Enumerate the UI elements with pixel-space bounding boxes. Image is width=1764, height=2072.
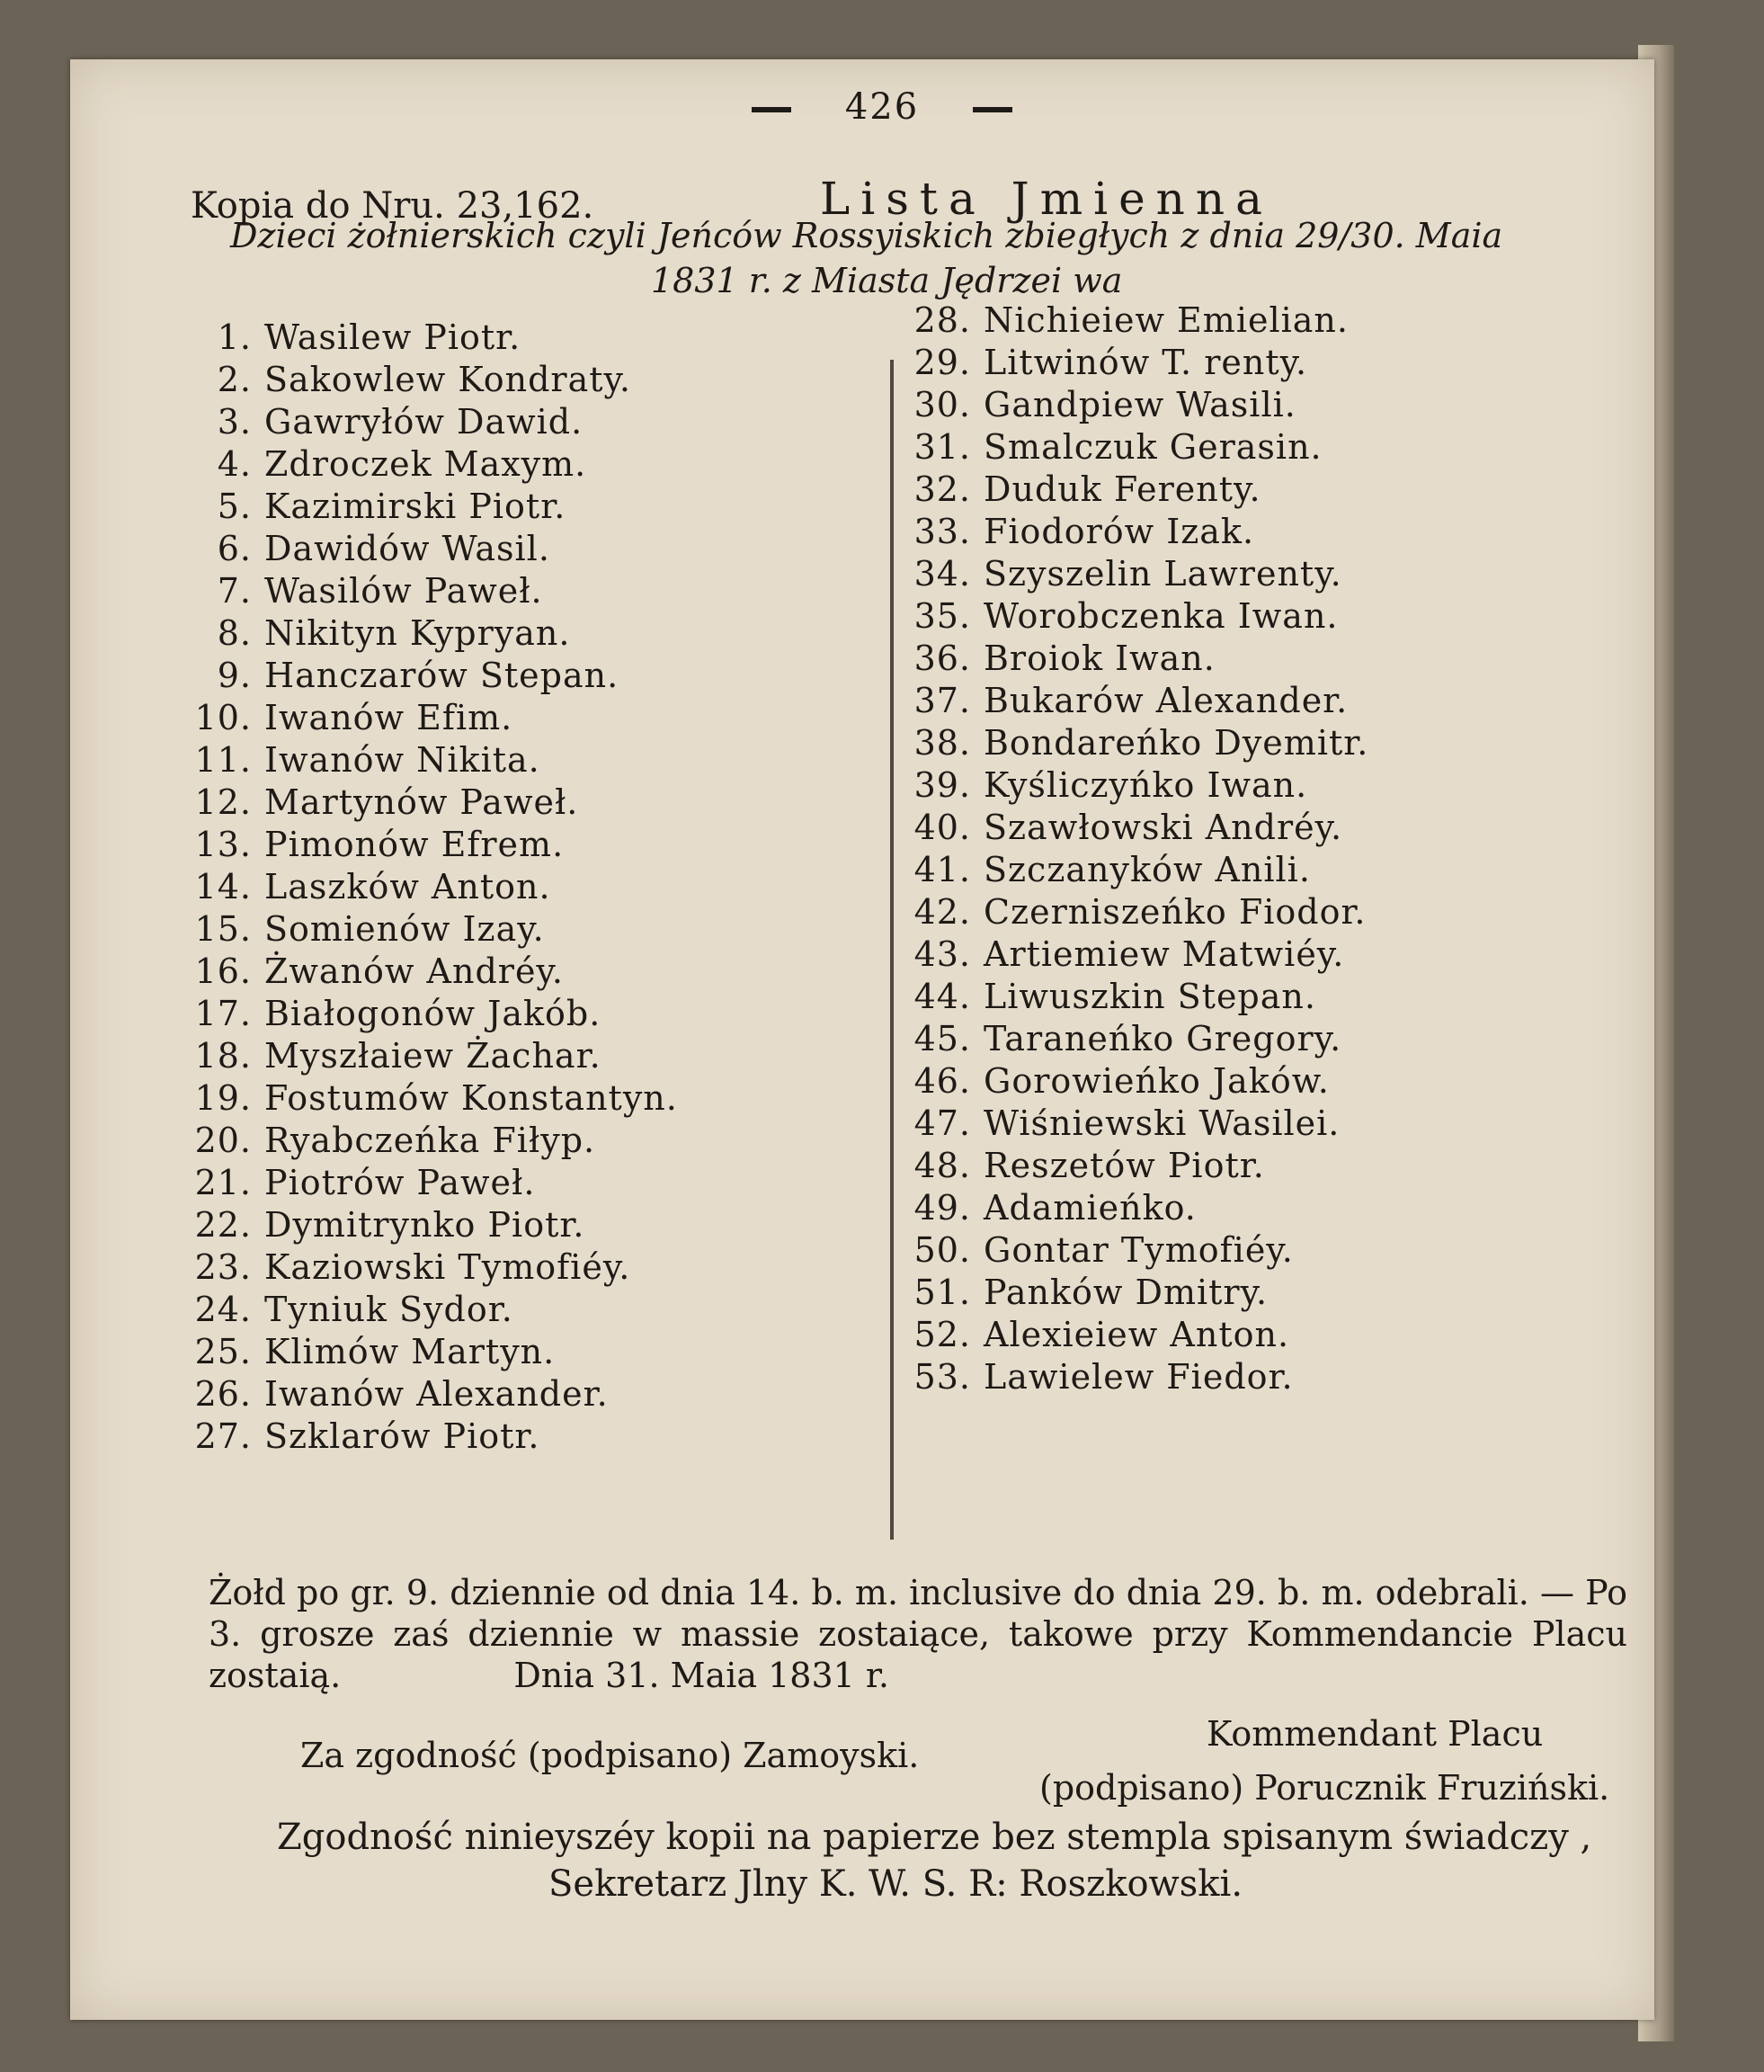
list-item-name: Szczanyków Anili. <box>984 850 1311 889</box>
list-item-number: 45. <box>913 1019 971 1058</box>
list-item-name: Reszetów Piotr. <box>984 1146 1265 1185</box>
list-item <box>180 1289 678 1331</box>
list-item-name: Piotrów Paweł. <box>264 1163 536 1202</box>
list-item-name: Gandpiew Wasili. <box>984 385 1296 424</box>
list-item-number: 3. <box>217 402 252 442</box>
list-item-number: 41. <box>913 850 971 889</box>
list-item-number: 17. <box>194 994 252 1033</box>
list-item-number: 18. <box>194 1036 252 1076</box>
list-item <box>180 1120 678 1162</box>
list-item-number: 20. <box>194 1121 252 1160</box>
list-item <box>180 612 678 655</box>
list-title: Lista Jmienna <box>820 173 1273 225</box>
list-item-name: Broiok Iwan. <box>984 639 1216 678</box>
list-item-number: 40. <box>913 808 971 847</box>
list-item <box>180 401 678 443</box>
list-item-number: 15. <box>194 909 252 949</box>
list-item-name: Szklarów Piotr. <box>264 1416 540 1456</box>
commandant-title: Kommendant Placu <box>1207 1714 1544 1754</box>
list-item <box>180 951 678 993</box>
list-item-name: Wasilew Piotr. <box>264 317 521 357</box>
list-item <box>899 891 1368 933</box>
list-item-name: Adamieńko. <box>984 1188 1197 1228</box>
list-item-number: 8. <box>217 613 252 653</box>
list-item-name: Smalczuk Gerasin. <box>984 427 1323 467</box>
list-item <box>180 908 678 951</box>
list-item <box>899 1314 1368 1356</box>
list-item <box>899 1103 1368 1145</box>
list-item-name: Worobczenka Iwan. <box>984 596 1339 636</box>
list-item <box>899 1145 1368 1187</box>
list-item-name: Iwanów Alexander. <box>264 1374 609 1414</box>
list-item-name: Nikityn Kypryan. <box>264 613 571 653</box>
list-item <box>899 680 1368 722</box>
list-item-number: 30. <box>913 385 971 424</box>
list-item-number: 31. <box>913 427 971 467</box>
list-item <box>899 1018 1368 1060</box>
list-item-name: Duduk Ferenty. <box>984 469 1261 509</box>
list-item-name: Gawryłów Dawid. <box>264 402 584 442</box>
list-item <box>899 1356 1368 1398</box>
list-item-number: 21. <box>194 1163 252 1202</box>
list-item-number: 6. <box>217 529 252 568</box>
dash-right <box>973 107 1012 112</box>
list-item <box>899 764 1368 807</box>
list-item-name: Kazimirski Piotr. <box>264 487 566 526</box>
list-item <box>899 469 1368 511</box>
list-item <box>180 781 678 824</box>
lieutenant-signature: (podpisano) Porucznik Fruziński. <box>1039 1768 1610 1808</box>
list-item <box>180 1331 678 1373</box>
list-item-number: 34. <box>913 554 971 594</box>
list-item-name: Gorowieńko Jaków. <box>984 1061 1330 1101</box>
list-item-name: Artiemiew Matwiéy. <box>984 934 1345 974</box>
column-divider <box>890 360 894 1540</box>
list-item-name: Dawidów Wasil. <box>264 529 550 568</box>
kopia-reference: Kopia do Nru. 23,162. <box>191 185 594 227</box>
subtitle-line-1: Dzieci żołnierskich czyli Jeńców Rossyiskich zbiegłych z dnia 29/30. Maia <box>230 216 1503 255</box>
list-item-name: Bondareńko Dyemitr. <box>984 723 1369 763</box>
list-item <box>180 1077 678 1120</box>
secretary-signature: Sekretarz Jlny K. W. S. R: Roszkowski. <box>548 1863 1243 1905</box>
list-item-number: 32. <box>913 469 971 509</box>
list-item-number: 38. <box>913 723 971 763</box>
list-item <box>899 933 1368 976</box>
list-item-name: Tyniuk Sydor. <box>264 1290 513 1329</box>
list-item-number: 11. <box>194 740 252 780</box>
list-item-number: 9. <box>217 656 252 695</box>
list-item <box>180 528 678 570</box>
list-item-number: 7. <box>217 571 252 611</box>
list-item <box>899 1060 1368 1103</box>
list-item <box>180 317 678 359</box>
list-item-name: Litwinów T. renty. <box>984 343 1308 382</box>
list-item-number: 52. <box>913 1315 971 1354</box>
list-item <box>180 570 678 612</box>
list-item-name: Wiśniewski Wasilei. <box>984 1103 1341 1143</box>
list-item-name: Szawłowski Andréy. <box>984 808 1343 847</box>
list-item-name: Czerniszeńko Fiodor. <box>984 892 1367 932</box>
list-item-name: Wasilów Paweł. <box>264 571 543 611</box>
list-item-number: 48. <box>913 1146 971 1185</box>
list-item <box>180 359 678 401</box>
list-item <box>180 1416 678 1458</box>
list-item-number: 42. <box>913 892 971 932</box>
list-item-name: Klimów Martyn. <box>264 1332 556 1371</box>
list-item-number: 33. <box>913 512 971 551</box>
list-item <box>180 443 678 486</box>
list-item-name: Żwanów Andréy. <box>264 951 564 991</box>
list-item <box>899 342 1368 384</box>
list-item <box>180 1246 678 1289</box>
list-item <box>180 697 678 739</box>
list-item-name: Lawielew Fiedor. <box>984 1357 1294 1397</box>
list-item-number: 51. <box>913 1273 971 1312</box>
list-item-number: 44. <box>913 977 971 1016</box>
list-item-number: 26. <box>194 1374 252 1414</box>
list-item-number: 5. <box>217 487 252 526</box>
list-item-number: 46. <box>913 1061 971 1101</box>
names-list-left <box>180 317 678 1458</box>
page-number-text: 426 <box>844 86 920 128</box>
list-item <box>180 486 678 528</box>
list-item-number: 1. <box>217 317 252 357</box>
list-item-name: Bukarów Alexander. <box>984 681 1349 720</box>
list-item-name: Liwuszkin Stepan. <box>984 977 1316 1016</box>
list-item-number: 12. <box>194 782 252 822</box>
list-item-number: 2. <box>217 360 252 399</box>
list-item-name: Myszłaiew Żachar. <box>264 1036 601 1076</box>
list-item <box>899 807 1368 849</box>
list-item-name: Martynów Paweł. <box>264 782 579 822</box>
list-item <box>899 1229 1368 1272</box>
list-item-number: 35. <box>913 596 971 636</box>
list-item <box>899 553 1368 595</box>
list-item-number: 28. <box>913 300 971 340</box>
list-item-name: Taraneńko Gregory. <box>984 1019 1342 1058</box>
list-item-number: 27. <box>194 1416 252 1456</box>
list-item <box>180 1162 678 1204</box>
list-item-name: Somienów Izay. <box>264 909 545 949</box>
list-item-number: 4. <box>217 444 252 484</box>
list-item <box>899 976 1368 1018</box>
pay-note-text: Żołd po gr. 9. dziennie od dnia 14. b. m. inclusive do dnia 29. b. m. odebrali. — Po 3. grosze zaś dziennie w massie zostaiące, takowe przy Kommendancie Placu zostaią. <box>209 1573 1627 1695</box>
list-item-name: Zdroczek Maxym. <box>264 444 587 484</box>
list-item <box>180 993 678 1035</box>
list-item-name: Kyśliczyńko Iwan. <box>984 765 1308 805</box>
list-item <box>180 1204 678 1246</box>
conformity-signature: Za zgodność (podpisano) Zamoyski. <box>300 1736 920 1775</box>
list-item <box>899 1187 1368 1229</box>
list-item-name: Sakowlew Kondraty. <box>264 360 632 399</box>
list-item-number: 49. <box>913 1188 971 1228</box>
list-item-name: Pimonów Efrem. <box>264 825 565 864</box>
list-item-name: Iwanów Nikita. <box>264 740 540 780</box>
subtitle-line-2: 1831 r. z Miasta Jędrzei wa <box>651 261 1123 300</box>
list-item <box>180 824 678 866</box>
list-item-name: Fiodorów Izak. <box>984 512 1255 551</box>
list-item-number: 19. <box>194 1078 252 1118</box>
list-item-number: 13. <box>194 825 252 864</box>
list-item <box>899 722 1368 764</box>
list-item-number: 50. <box>913 1230 971 1270</box>
list-item-name: Nichieiew Emielian. <box>984 300 1349 340</box>
list-item-number: 47. <box>913 1103 971 1143</box>
list-item <box>180 1035 678 1077</box>
list-item-name: Iwanów Efim. <box>264 698 513 737</box>
list-item-number: 16. <box>194 951 252 991</box>
list-item-number: 37. <box>913 681 971 720</box>
list-item-name: Białogonów Jakób. <box>264 994 601 1033</box>
list-item <box>180 1373 678 1416</box>
dash-left <box>752 107 791 112</box>
list-item <box>180 655 678 697</box>
list-item-name: Panków Dmitry. <box>984 1273 1269 1312</box>
list-item-number: 24. <box>194 1290 252 1329</box>
list-item <box>899 638 1368 680</box>
list-item <box>899 426 1368 469</box>
list-item-number: 10. <box>194 698 252 737</box>
list-item-name: Fostumów Konstantyn. <box>264 1078 678 1118</box>
list-item-number: 29. <box>913 343 971 382</box>
pay-note-paragraph <box>209 1572 1627 1696</box>
list-item-number: 14. <box>194 867 252 906</box>
list-item <box>899 595 1368 638</box>
list-item <box>899 1272 1368 1314</box>
list-item-name: Kaziowski Tymofiéy. <box>264 1247 631 1287</box>
list-item <box>180 739 678 781</box>
list-item-name: Gontar Tymofiéy. <box>984 1230 1294 1270</box>
list-item-number: 25. <box>194 1332 252 1371</box>
list-item <box>899 299 1368 342</box>
copy-certification: Zgodność ninieyszéy kopii na papierze bez stempla spisanym świadczy , <box>277 1817 1592 1858</box>
list-item <box>899 384 1368 426</box>
names-list-right <box>899 299 1368 1398</box>
list-item-name: Ryabczeńka Fiłyp. <box>264 1121 596 1160</box>
list-item-number: 23. <box>194 1247 252 1287</box>
document-date: Dnia 31. Maia 1831 r. <box>513 1656 889 1695</box>
list-item <box>899 849 1368 891</box>
list-item-number: 53. <box>913 1357 971 1397</box>
list-item-name: Szyszelin Lawrenty. <box>984 554 1342 594</box>
list-item-name: Dymitrynko Piotr. <box>264 1205 585 1245</box>
page-number <box>0 86 1764 128</box>
list-item-name: Alexieiew Anton. <box>984 1315 1290 1354</box>
list-item-name: Laszków Anton. <box>264 867 551 906</box>
list-item-name: Hanczarów Stepan. <box>264 656 619 695</box>
list-item-number: 43. <box>913 934 971 974</box>
list-item <box>180 866 678 908</box>
list-item-number: 39. <box>913 765 971 805</box>
list-item-number: 36. <box>913 639 971 678</box>
list-item <box>899 511 1368 553</box>
list-item-number: 22. <box>194 1205 252 1245</box>
